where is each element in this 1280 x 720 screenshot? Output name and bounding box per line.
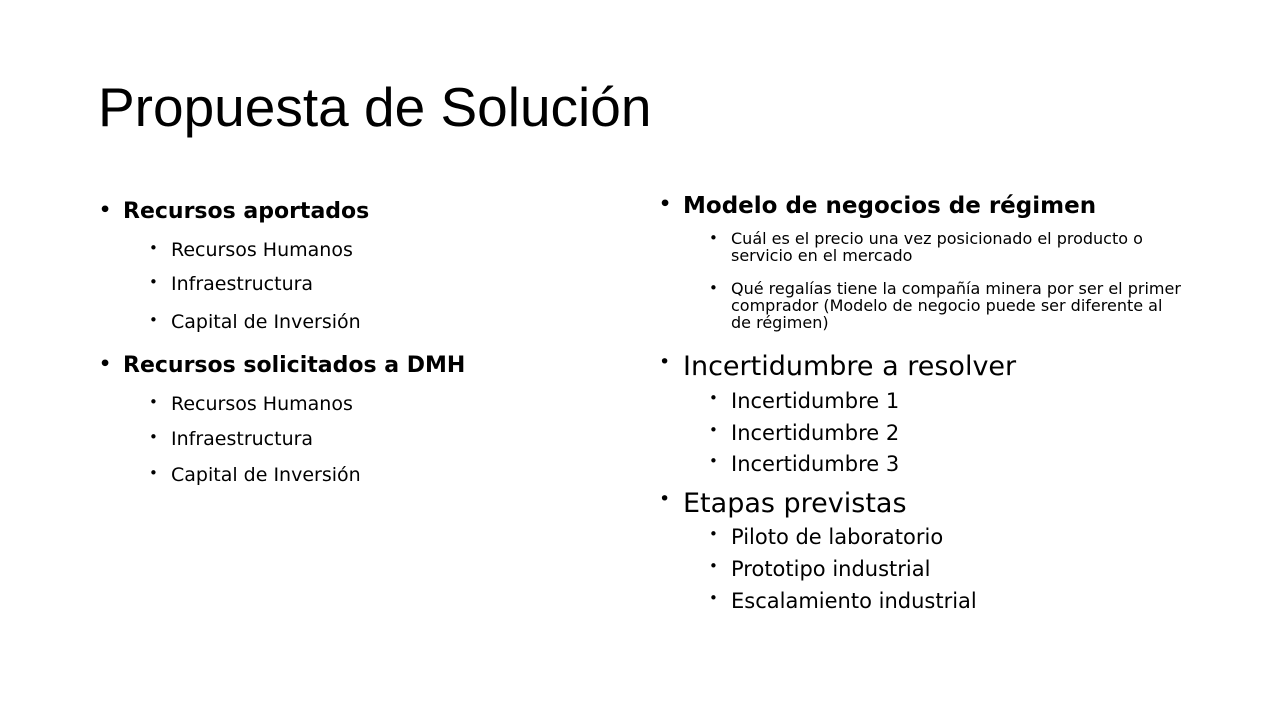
list-item-text: Escalamiento industrial (731, 589, 977, 613)
list-item (709, 279, 1181, 332)
bullet-icon: • (709, 452, 718, 470)
list-item (149, 393, 353, 415)
bullet-icon: • (659, 193, 672, 215)
list-item-text: Recursos Humanos (171, 393, 353, 415)
bullet-icon: • (149, 273, 158, 291)
list-item (709, 452, 900, 476)
list-item (149, 273, 314, 295)
section-heading-text: Etapas previstas (683, 488, 907, 519)
bullet-icon: • (709, 421, 718, 439)
list-item (149, 311, 361, 333)
section-heading-text: Incertidumbre a resolver (683, 351, 1017, 382)
slide-title: Propuesta de Solución (98, 76, 652, 138)
bullet-icon: • (709, 557, 718, 575)
section-heading-recursos-solicitados (99, 353, 466, 378)
bullet-icon: • (99, 353, 112, 375)
bullet-icon: • (659, 351, 671, 373)
section-heading-modelo-de-negocios (659, 193, 1097, 219)
list-item-text: Infraestructura (171, 428, 314, 450)
bullet-icon: • (709, 389, 718, 407)
bullet-icon: • (659, 488, 671, 510)
bullet-icon: • (99, 199, 112, 221)
list-item (709, 421, 900, 445)
bullet-icon: • (149, 428, 158, 446)
list-item-text: Cuál es el precio una vez posicionado el producto o servicio en el mercado (731, 229, 1143, 265)
list-item (709, 557, 931, 581)
list-item-text: Incertidumbre 1 (731, 389, 900, 413)
list-item (709, 229, 1181, 265)
bullet-icon: • (709, 229, 718, 247)
bullet-icon: • (149, 239, 158, 257)
list-item-text: Infraestructura (171, 273, 314, 295)
list-item-text: Qué regalías tiene la compañía minera por ser el primer comprador (Modelo de negocio puede ser diferente al de régimen) (731, 279, 1181, 332)
list-item-text: Capital de Inversión (171, 311, 361, 333)
list-item (709, 389, 900, 413)
bullet-icon: • (149, 311, 158, 329)
bullet-icon: • (709, 589, 718, 607)
list-item (149, 464, 361, 486)
list-item-text: Piloto de laboratorio (731, 525, 944, 549)
list-item (149, 428, 314, 450)
bullet-icon: • (709, 279, 718, 297)
bullet-icon: • (149, 464, 158, 482)
list-item (709, 589, 977, 613)
section-heading-text: Modelo de negocios de régimen (683, 193, 1097, 219)
list-item-text: Prototipo industrial (731, 557, 931, 581)
section-heading-text: Recursos aportados (123, 199, 370, 224)
list-item (149, 239, 353, 261)
list-item (709, 525, 944, 549)
list-item-text: Incertidumbre 2 (731, 421, 900, 445)
list-item-text: Incertidumbre 3 (731, 452, 900, 476)
list-item-text: Capital de Inversión (171, 464, 361, 486)
section-heading-etapas (659, 488, 907, 519)
bullet-icon: • (709, 525, 718, 543)
list-item-text: Recursos Humanos (171, 239, 353, 261)
bullet-icon: • (149, 393, 158, 411)
section-heading-incertidumbre (659, 351, 1017, 382)
section-heading-recursos-aportados (99, 199, 370, 224)
section-heading-text: Recursos solicitados a DMH (123, 353, 466, 378)
